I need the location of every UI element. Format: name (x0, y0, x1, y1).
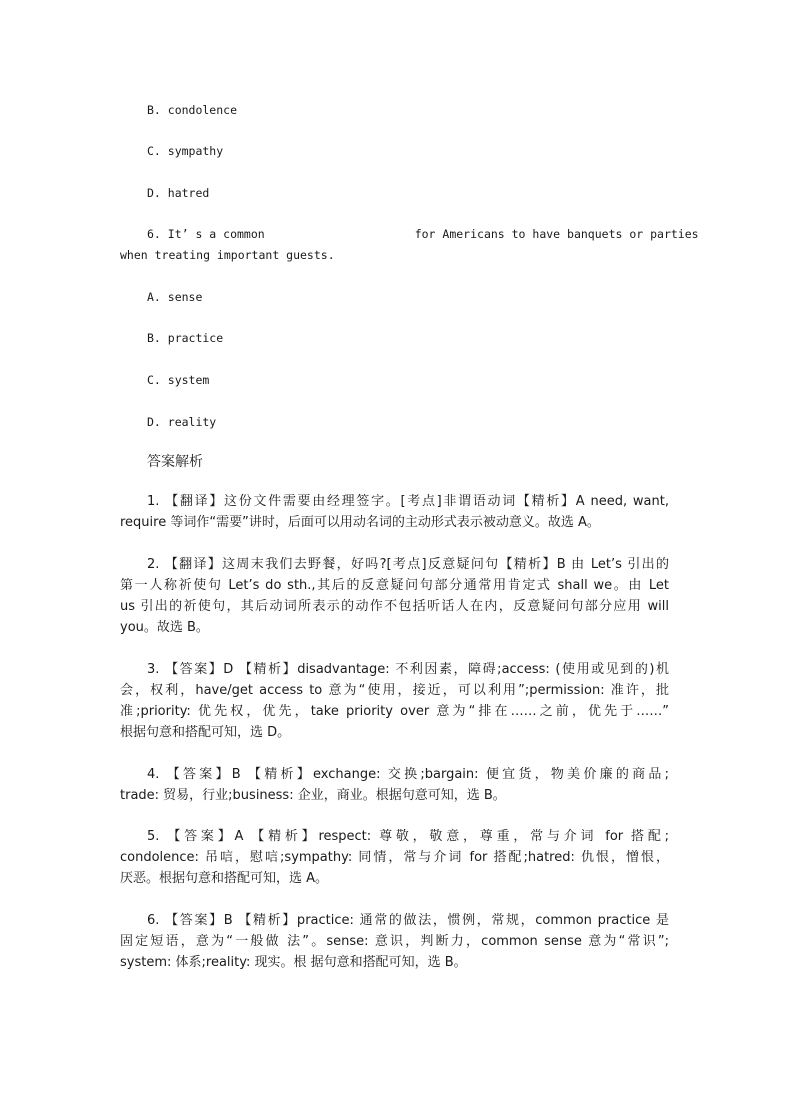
q6-option-a: A. sense (147, 290, 203, 304)
explanation-3-line-2: 会，权利，have/get access to 意为“使用，接近，可以利用”;permission: 准许，批 (120, 683, 669, 698)
explanation-5-line-2: condolence: 吊唁，慰唁;sympathy: 同情，常与介词 for 搭配;hatred: 仇恨，憎恨， (120, 850, 669, 865)
q6-stem-before-blank: 6. It’ s a common (147, 227, 265, 241)
answer-heading: 答案解析 (147, 454, 203, 470)
explanation-5-line-1: 5. 【答案】A 【精析】respect: 尊敬，敬意，尊重，常与介词 for 搭配; (147, 829, 669, 844)
explanation-3-line-3: 准;priority: 优先权，优先，take priority over 意为“排在……之前，优先于……” (120, 704, 669, 719)
q5-option-c: C. sympathy (147, 144, 224, 158)
explanation-2-line-3: us 引出的祈使句，其后动词所表示的动作不包括听话人在内，反意疑问句部分应用 will (120, 599, 669, 614)
explanation-6-line-1: 6. 【答案】B 【精析】practice: 通常的做法，惯例，常规，common practice 是 (147, 913, 669, 928)
q6-stem-after-blank: for Americans to have banquets or parties (414, 227, 699, 241)
q6-option-d: D. reality (147, 415, 217, 429)
explanation-2-line-2: 第一人称祈使句 Let’s do sth.,其后的反意疑问句部分通常用肯定式 shall we。由 Let (120, 578, 669, 593)
q5-option-d: D. hatred (147, 186, 210, 200)
explanation-4-line-1: 4. 【答案】B 【精析】exchange: 交换;bargain: 便宜货，物美价廉的商品; (147, 767, 669, 782)
explanation-4-line-2: trade: 贸易，行业;business: 企业，商业。根据句意可知，选 B。 (120, 788, 506, 803)
explanation-2-line-4: you。故选 B。 (120, 620, 209, 635)
q6-stem-line2: when treating important guests. (120, 248, 335, 262)
explanation-3-line-4: 根据句意和搭配可知，选 D。 (120, 725, 291, 740)
explanation-2-line-1: 2. 【翻译】这周末我们去野餐，好吗?[考点]反意疑问句【精析】B 由 Let’s 引出的 (147, 557, 669, 572)
q6-stem-line1 (147, 226, 699, 242)
q5-option-b: B. condolence (147, 103, 238, 117)
explanation-1-line-1: 1. 【翻译】这份文件需要由经理签字。[考点]非谓语动词【精析】A need, want, (147, 494, 669, 509)
explanation-1-line-2: require 等词作“需要”讲时，后面可以用动名词的主动形式表示被动意义。故选 A。 (120, 515, 600, 530)
q6-option-c: C. system (147, 373, 210, 387)
explanation-6-line-3: system: 体系;reality: 现实。根 据句意和搭配可知，选 B。 (120, 955, 467, 970)
explanation-6-line-2: 固定短语，意为“一般做 法”。sense: 意识，判断力，common sense 意为“常识”; (120, 934, 669, 949)
explanation-5-line-3: 厌恶。根据句意和搭配可知，选 A。 (120, 871, 329, 886)
explanation-3-line-1: 3. 【答案】D 【精析】disadvantage: 不利因素，障碍;access: (使用或见到的)机 (147, 662, 669, 677)
q6-option-b: B. practice (147, 331, 224, 345)
